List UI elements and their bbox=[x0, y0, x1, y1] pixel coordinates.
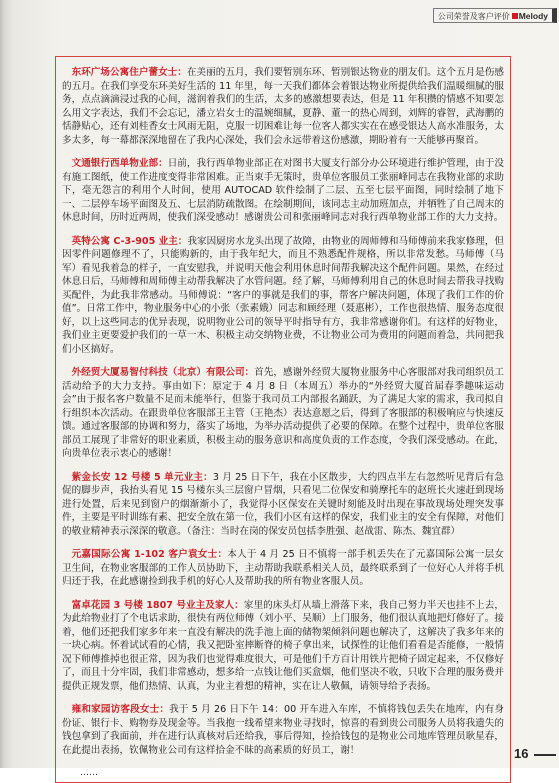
testimonial-text: 我于 5 月 26 日下午 14：00 开车进入车库，不慎将钱包丢失在地库，内有身份证、银行卡、购物券及现金等。当我抱一线希望来物业寻找时，惊喜的看到贵公司服务人员将我遗失的钱包拿到了我面前，并在进行认真核对后还给我，事后得知，捡拾钱包的是物业公司地库管理员耿星春，在此提出表扬，钦佩物业公司有这样拾金不昧的高素质的好员工，谢！ bbox=[62, 704, 505, 756]
testimonial-author: 元嘉国际公寓 1-102 客户袁女士： bbox=[71, 549, 228, 560]
testimonial-text: 我家因厨房水龙头出现了故障，由物业的周师傅和马师傅前来我家修理，但因零件问题修理不了，只能购新的，由于我年纪大，而且不熟悉配件规格，所以非常发愁。马师傅（马军）看见我着急的样子，一直安慰我，并说明天他会利用休息时间帮我解决这个配件问题。果然，在经过休息日后，马师傅和周师傅主动帮我解决了水管问题。经了解，马师傅利用自己的休息时间去帮我寻找购买配件，为此我非常感动。马师傅说：“客户的事就是我们的事，帮客户解决问题，体现了我们工作的价值”。日常工作中，物业服务中心的小张（张素娥）同志和顾经理（聂惠彬），工作也很热情、服务态度很好，以上这些同志的优异表现，说明物业公司的领导平时指导有方，我非常感谢你们。有这样的好物业，我们业主更要爱护我们的一草一木、积极主动交纳物业费，不让物业公司为费用的问题而着急，共同把我们小区搞好。 bbox=[62, 235, 505, 355]
testimonial bbox=[62, 703, 504, 757]
testimonial bbox=[62, 471, 504, 539]
continuation-ellipsis: …… bbox=[80, 768, 98, 778]
testimonial bbox=[62, 157, 504, 225]
testimonial-text: 在美丽的五月，我们要暂别东环、暂别银达物业的朋友们。这个五月是伤感的五月。在我们享受东环美好生活的 11 年里，每一天我们都体会着银达物业所提供给我们温暖细腻的服务，点点滴滴浸过我的心间，滋润着我们的生活，太多的感激想要表达，但是 11 年积攒的情感不知要怎么用文字表达，我们不会忘记，潘立岩女士的温婉细腻，夏静、董一的热心周到，刘辉的睿智，武海鹏的恬静贴心，还有刘桂香女士风雨无阻，克服一切困难让每一位客人都实实在在感受银达人高水准服务，太多太多，每一幕都深深地留在了我内心深处，我们会永远带着这份感激，期盼着有一天能够再聚首。 bbox=[62, 67, 504, 146]
page-number-rule bbox=[534, 754, 556, 756]
testimonial bbox=[62, 66, 504, 147]
testimonial-author: 东环广场公寓住户蕾女士： bbox=[71, 67, 187, 78]
section-title: 公司荣誉及客户评价 bbox=[437, 12, 510, 21]
testimonial-author: 富卓花园 3 号楼 1807 号业主及家人： bbox=[71, 599, 244, 611]
testimonial-text: 日前，我行西单物业部正在对图书大厦支行部分办公环境进行维护管理，由于没有施工图纸，使工作进度变得非常困难。正当束手无策时，贵单位客服员工张丽峰同志在我物业部的求助下，毫无怨言的利用个人时间，使用 AUTOCAD 软件绘制了二层、五至七层平面图，同时绘制了地下一、二层停车场平面图及五、七层消防疏散图。在绘制期间，该同志主动加班加点，并牺牲了自己周末的休息时间，历时近两周，使我们深受感动！感谢贵公司和张丽峰同志对我行西单物业部工作的大力支持。 bbox=[62, 158, 504, 223]
testimonial bbox=[62, 366, 504, 461]
testimonial-author: 紫金长安 12 号楼 5 单元业主： bbox=[71, 471, 213, 483]
testimonial-text: 本人于 4 月 25 日不慎将一部手机丢失在了元嘉国际公寓一层女卫生间，在物业客服部的工作人员协助下，主动帮助我联系相关人员，最终联系到了一位好心人并将手机归还于我，在此感谢捡到我手机的好心人及帮助我的所有物业客服人员。 bbox=[62, 549, 504, 587]
testimonials-box bbox=[55, 56, 511, 783]
section-header bbox=[433, 8, 557, 23]
testimonial-author: 英特公寓 C-3-905 业主： bbox=[71, 235, 188, 247]
brand-name: Melody bbox=[518, 11, 548, 21]
testimonial-author: 雍和家园访客段女士： bbox=[71, 704, 170, 715]
testimonial-text: 家里的床头灯从墙上滑落下来，我自己努力半天也挂不上去，为此给物业打了个电话求助，很快有两位师傅（刘小平、吴顺）上门服务，他们很认真地把灯修好了。接着，他们还把我们家多年来一直没有解决的洗手池上面的储物架倾斜问题也解决了，这解决了我多年来的一块心病。怀着试试看的心情，我又把卧室摔断脊的椅子拿出来，试探性的让他们看看是否能修，一般情况下师傅推掉也很正常，因为我们也觉得难度很大，可是他们千方百计用铁片把椅子固定起来，不仅修好了，而且十分牢固，我们非常感动，想多给一点钱让他们买盒烟，他们坚决不收，只收下合理的服务费并提供正规发票，他们热情、认真，为业主着想的精神，实在让人敬佩，请领导给予表扬。 bbox=[62, 599, 504, 692]
testimonial bbox=[62, 599, 504, 694]
testimonial-author: 文通银行西单物业部： bbox=[71, 158, 168, 169]
testimonial-text: 首先，感谢外经贸大厦物业服务中心客服部对我司组织员工活动给予的大力支持。事由如下：原定于 4 月 8 日（本周五）举办的“外经贸大厦首届春季趣味运动会”由于报名客户数量不足而未能举行，但鉴于我司员工内部报名踊跃，为了满足大家的需求，我司拟自行组织本次活动。在跟贵单位客服部王主管（王艳杰）表达意愿之后，得到了客服部的积极响应与快速反馈。通过客服部的协调和努力，落实了场地，为举办活动提供了必要的保障。在整个过程中，贵单位客服部员工展现了非常好的职业素质，积极主动的服务意识和高度负责的工作态度，令我们深受感动。在此，向贵单位表示衷心的感谢！ bbox=[62, 367, 504, 459]
testimonial-text: 3 月 25 日下午，我在小区散步，大约四点半左右忽然听见背后有急促的脚步声，我抬头看见 15 号楼东头三层窗户冒烟，只看见二位保安和骑摩托车的赵班长火速赶到现场进行处置，后来见到窗户的烟渐渐小了，我觉得小区保安在关键时刻能及时出现在事故现场处理突发事件，主要是平时训练有素、把安全放在第一位，我们小区有这样的保安，我们业主的安全有保障，对他们的敬业精神表示深深的敬意。（备注：当时在岗的保安员包括李胜强、赵战雷、陈杰、魏宜群） bbox=[62, 471, 505, 537]
red-square-icon bbox=[512, 13, 518, 19]
testimonial-author: 外经贸大厦易智付科技（北京）有限公司： bbox=[71, 367, 255, 378]
page-number: 16 bbox=[514, 746, 529, 761]
testimonial bbox=[62, 235, 504, 357]
testimonial bbox=[62, 548, 504, 589]
